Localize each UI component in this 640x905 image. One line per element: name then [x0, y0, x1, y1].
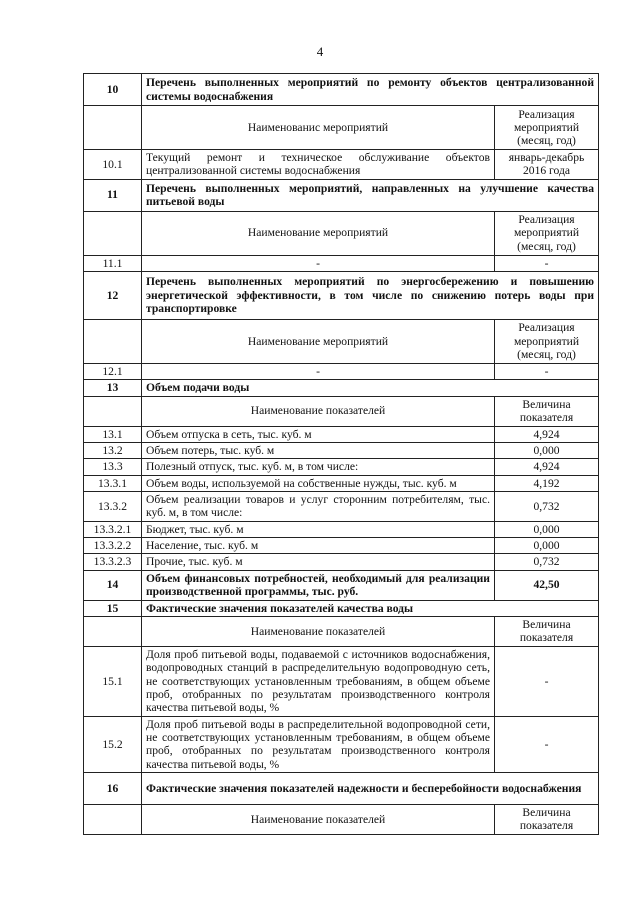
empty-cell [84, 616, 142, 646]
row-text: Бюджет, тыс. куб. м [142, 521, 495, 537]
empty-cell [84, 396, 142, 426]
row-number: 13.3.1 [84, 475, 142, 491]
row-value: 0,000 [495, 537, 599, 553]
row-text: Прочие, тыс. куб. м [142, 554, 495, 570]
row-value: 0,000 [495, 521, 599, 537]
row-value: - [495, 363, 599, 379]
row-value: 0,732 [495, 554, 599, 570]
section-title: Перечень выполненных мероприятий по энергосбережению и повышению энергетической эффективности, в том числе по снижению потерь воды при транспортировке [142, 271, 599, 319]
col-header-indicator: Наименование показателей [142, 804, 495, 834]
section-number: 11 [84, 179, 142, 211]
row-value: - [495, 255, 599, 271]
col-header-indicator: Наименование показателей [142, 396, 495, 426]
empty-cell [84, 211, 142, 255]
section-title: Объем подачи воды [142, 380, 599, 396]
table-row [84, 537, 599, 553]
row-text: Объем воды, используемой на собственные нужды, тыс. куб. м [142, 475, 495, 491]
row-number: 15.1 [84, 646, 142, 716]
row-number: 13.3.2.3 [84, 554, 142, 570]
col-header-indicator: Наименование показателей [142, 616, 495, 646]
row-text: Объем потерь, тыс. куб. м [142, 442, 495, 458]
column-header-row [84, 804, 599, 834]
section-10-header [84, 74, 599, 106]
row-number: 13.2 [84, 442, 142, 458]
row-number: 13.1 [84, 426, 142, 442]
table-row [84, 521, 599, 537]
row-text: - [142, 255, 495, 271]
row-text: - [142, 363, 495, 379]
col-header-realization: Реализация мероприятий (месяц, год) [495, 211, 599, 255]
row-text: Текущий ремонт и техническое обслуживание объектов централизованной системы водоснабжения [142, 150, 495, 180]
table-row [84, 255, 599, 271]
row-value: 4,192 [495, 475, 599, 491]
empty-cell [84, 106, 142, 150]
section-number: 12 [84, 271, 142, 319]
column-header-row [84, 319, 599, 363]
section-number: 16 [84, 772, 142, 804]
table-row [84, 459, 599, 475]
table-row [84, 554, 599, 570]
row-number: 15.2 [84, 716, 142, 772]
row-value: - [495, 716, 599, 772]
row-value: 4,924 [495, 426, 599, 442]
table-row [84, 363, 599, 379]
column-header-row [84, 616, 599, 646]
table-row [84, 646, 599, 716]
row-value: 4,924 [495, 459, 599, 475]
row-value: - [495, 646, 599, 716]
col-header-value: Величина показателя [495, 396, 599, 426]
col-header-value: Величина показателя [495, 616, 599, 646]
col-header-activity: Наименование мероприятий [142, 319, 495, 363]
section-number: 14 [84, 570, 142, 600]
row-text: Население, тыс. куб. м [142, 537, 495, 553]
row-text: Доля проб питьевой воды в распределительной водопроводной сети, не соответствующих установленным требованиям, в общем объеме проб, отобранных по результатам производственного контроля качества питьевой воды, % [142, 716, 495, 772]
column-header-row [84, 211, 599, 255]
section-11-header [84, 179, 599, 211]
col-header-realization: Реализация мероприятий (месяц, год) [495, 319, 599, 363]
col-header-realization: Реализация мероприятий (месяц, год) [495, 106, 599, 150]
section-title: Объем финансовых потребностей, необходимый для реализации производственной программы, тыс. руб. [142, 570, 495, 600]
section-title: Перечень выполненных мероприятий по ремонту объектов централизованной системы водоснабжения [142, 74, 599, 106]
row-number: 13.3.2.1 [84, 521, 142, 537]
row-number: 10.1 [84, 150, 142, 180]
row-text: Объем отпуска в сеть, тыс. куб. м [142, 426, 495, 442]
table-row [84, 491, 599, 521]
table-row [84, 475, 599, 491]
col-header-activity: Наименованис мероприятий [142, 106, 495, 150]
section-title: Фактические значения показателей надежности и бесперебойности водоснабжения [142, 772, 599, 804]
row-number: 12.1 [84, 363, 142, 379]
row-value: январь-декабрь 2016 года [495, 150, 599, 180]
column-header-row [84, 106, 599, 150]
row-number: 13.3.2.2 [84, 537, 142, 553]
section-14-header [84, 570, 599, 600]
row-number: 11.1 [84, 255, 142, 271]
table-row [84, 150, 599, 180]
section-number: 15 [84, 600, 142, 616]
row-text: Доля проб питьевой воды, подаваемой с источников водоснабжения, водопроводных станций в распределительную водопроводную сеть, не соответствующих установленным требованиям, в общем объеме проб, отобранных по результатам производственного контроля качества питьевой воды, % [142, 646, 495, 716]
row-value: 0,732 [495, 491, 599, 521]
section-12-header [84, 271, 599, 319]
row-number: 13.3 [84, 459, 142, 475]
column-header-row [84, 396, 599, 426]
row-value: 0,000 [495, 442, 599, 458]
section-title: Перечень выполненных мероприятий, направленных на улучшение качества питьевой воды [142, 179, 599, 211]
table-row [84, 442, 599, 458]
page-number: 4 [316, 44, 324, 59]
row-text: Объем реализации товаров и услуг сторонним потребителям, тыс. куб. м, в том числе: [142, 491, 495, 521]
table-row [84, 426, 599, 442]
section-16-header [84, 772, 599, 804]
row-text: Полезный отпуск, тыс. куб. м, в том числе: [142, 459, 495, 475]
section-title: Фактические значения показателей качества воды [142, 600, 599, 616]
empty-cell [84, 319, 142, 363]
program-table [83, 73, 599, 835]
col-header-value: Величина показателя [495, 804, 599, 834]
row-number: 13.3.2 [84, 491, 142, 521]
empty-cell [84, 804, 142, 834]
col-header-activity: Наименование мероприятий [142, 211, 495, 255]
table-row [84, 716, 599, 772]
section-15-header [84, 600, 599, 616]
section-13-header [84, 380, 599, 396]
section-number: 10 [84, 74, 142, 106]
financial-value: 42,50 [495, 570, 599, 600]
section-number: 13 [84, 380, 142, 396]
